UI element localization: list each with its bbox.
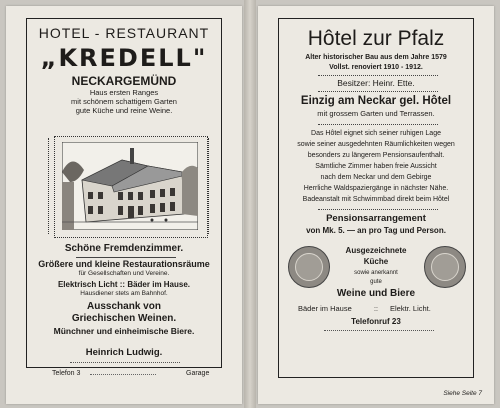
owner-line: Heinrich Ludwig.	[85, 347, 163, 358]
beer-line: Münchner und einheimische Biere.	[53, 326, 195, 336]
service-line: Hausdiener stets am Bahnhof.	[80, 290, 168, 297]
kitchen-line-1: Ausgezeichnete	[345, 246, 407, 255]
divider-right-2	[318, 209, 438, 210]
hotel-name: „KREDELL"	[40, 44, 208, 72]
halls-line: Größere und kleine Restaurationsräume	[38, 259, 210, 269]
hotel-building-engraving	[62, 142, 198, 230]
kitchen-line-3: sowie anerkannt	[354, 270, 398, 276]
pension-title: Pensionsarrangement	[326, 213, 426, 224]
baths-label: Bäder im Hause	[298, 304, 352, 313]
headline: Einzig am Neckar gel. Hôtel	[300, 95, 452, 107]
divider-right-1	[318, 124, 438, 125]
right-page	[258, 6, 494, 404]
dots-2	[318, 91, 438, 92]
halls-sub-line: für Gesellschaften und Vereine.	[78, 270, 170, 277]
body-line-6: Herrliche Waldspaziergänge in nächster Nähe.	[303, 185, 449, 192]
hotel-title: Hôtel zur Pfalz	[307, 27, 445, 50]
book-gutter	[244, 0, 256, 408]
phone-dots	[324, 330, 434, 331]
town-name: NECKARGEMÜND	[71, 74, 177, 88]
amenities-line: Elektrisch Licht :: Bäder im Hause.	[57, 280, 191, 289]
desc-line-2: mit schönem schattigem Garten	[71, 97, 177, 106]
electric-label: Elektr. Licht.	[390, 304, 431, 313]
body-line-3: besonders zu längerem Pensionsaufenthalt.	[307, 152, 445, 159]
hotel-restaurant-heading: HOTEL - RESTAURANT	[38, 25, 210, 41]
kitchen-line-2: Küche	[363, 257, 389, 266]
wine-line-2: Griechischen Weinen.	[71, 313, 177, 324]
left-page	[6, 6, 242, 404]
rooms-line: Schöne Fremdenzimmer.	[64, 243, 184, 254]
phone-right: Telefonruf 23	[351, 317, 401, 326]
dots-1	[318, 75, 438, 76]
frame-dots-right	[208, 138, 213, 234]
headline-sub: mit grossem Garten und Terrassen.	[317, 109, 435, 118]
page-reference: Siehe Seite 7	[443, 390, 482, 397]
body-line-4: Sämtliche Zimmer haben freie Aussicht	[315, 163, 437, 170]
phone-label: Telefon 3	[52, 370, 81, 377]
footer-dots	[90, 374, 156, 375]
owner-underline	[70, 362, 180, 363]
frame-dots-left	[48, 138, 53, 234]
separator-text: ::	[374, 306, 378, 313]
wines-line: Weine und Biere	[336, 288, 416, 299]
desc-line-1: Haus ersten Ranges	[89, 88, 159, 97]
divider-1	[76, 257, 176, 258]
kitchen-line-4: gute	[370, 279, 382, 285]
body-line-1: Das Hôtel eignet sich seiner ruhigen Lage	[311, 130, 441, 137]
pension-price: von Mk. 5. — an pro Tag und Person.	[306, 226, 446, 235]
body-line-7: Badeanstalt mit Schwimmbad direkt beim Hôtel	[302, 196, 450, 203]
body-line-5: nach dem Neckar und dem Gebirge	[320, 174, 432, 181]
garage-label: Garage	[186, 370, 210, 377]
desc-line-3: gute Küche und reine Weine.	[75, 106, 173, 115]
wine-line-1: Ausschank von	[87, 301, 161, 312]
body-line-2: sowie seiner ausgedehnten Räumlichkeiten wegen	[297, 141, 455, 148]
owner-line-right: Besitzer: Heinr. Ette.	[337, 78, 415, 88]
subtitle-line-2: Vollst. renoviert 1910 - 1912.	[329, 64, 423, 71]
subtitle-line-1: Alter historischer Bau aus dem Jahre 1579	[305, 54, 447, 61]
